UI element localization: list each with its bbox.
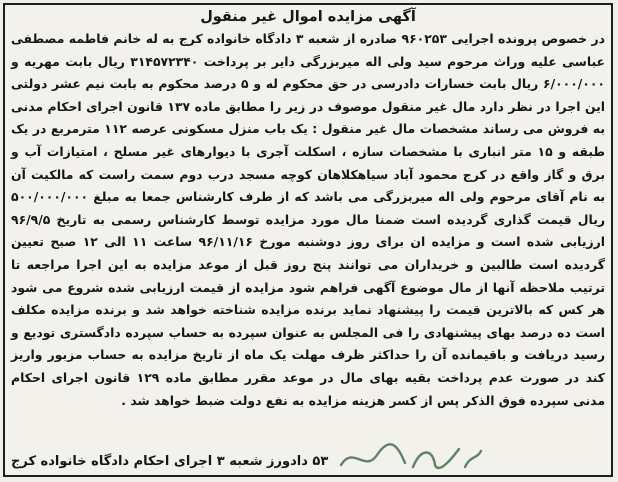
handwritten-mark-icon xyxy=(335,437,485,477)
notice-signature: ۵۳ دادورز شعبه ۳ اجرای احکام دادگاه خانواده کرج xyxy=(11,454,329,469)
notice-title: آگهی مزایده اموال غیر منقول xyxy=(200,9,416,25)
auction-notice xyxy=(3,3,613,477)
notice-body: در خصوص پرونده اجرایی ۹۶۰۲۵۳ صادره از شعبه ۳ دادگاه خانواده کرج به له خانم فاطمه مصطفی عباسی علیه وراث مرحوم سید ولی اله میربزرگی دایر بر پرداخت ۳۱۴۵۷۲۳۴۰ ریال بابت مهریه و ۶/۰۰۰/۰۰۰ ریال بابت خسارات دادرسی در حق محکوم له و ۵ درصد محکوم به بابت نیم عشر دولتی این اجرا در نظر دارد مال غیر منقول موصوف در زیر را مطابق ماده ۱۳۷ قانون اجرای احکام مدنی به فروش می رساند مشخصات مال غیر منقول : یک باب منزل مسکونی عرصه ۱۱۲ مترمربع در یک طبقه و ۱۵ متر انباری با مشخصات سازه ، اسکلت آجری با دیوارهای غیر مسلح ، امتیازات آب و برق و گاز واقع در کرج محمود آباد سیاهکلاهان کوچه مسجد درب دوم سمت راست که مالکیت آن به نام آقای مرحوم ولی اله میربزرگی می باشد که از طرف کارشناس جمعا به مبلغ ۵۰۰/۰۰۰/۰۰۰ ریال قیمت گذاری گردیده است ضمنا مال مورد مزایده توسط کارشناس رسمی به تاریخ ۹۶/۹/۵ ارزیابی شده است و مزایده ان برای روز دوشنبه مورخ ۹۶/۱۱/۱۶ ساعت ۱۱ الی ۱۲ صبح تعیین گردیده است طالبین و خریداران می توانند پنج روز قبل از موعد مزایده به این اجرا مراجعه تا ترتیب ملاحظه آنها از مال موضوع آگهی فراهم شود مزایده از قیمت ارزیابی شده شروع می شود هر کس که بالاترین قیمت را پیشنهاد نماید برنده مزایده شناخته خواهد شد و برنده مزایده مکلف است ده درصد بهای پیشنهادی را فی المجلس به عنوان سپرده به حساب سپرده دادگستری تودیع و رسید دریافت و باقیمانده آن را حداکثر ظرف مهلت یک ماه از تاریخ مزایده به حساب مزبور واریز کند در صورت عدم پرداخت بقیه بهای مال در موعد مقرر مطابق ماده ۱۲۹ قانون اجرای احکام مدنی سپرده فوق الذکر پس از کسر هزینه مزایده به نفع دولت ضبط خواهد شد . xyxy=(11,31,606,408)
